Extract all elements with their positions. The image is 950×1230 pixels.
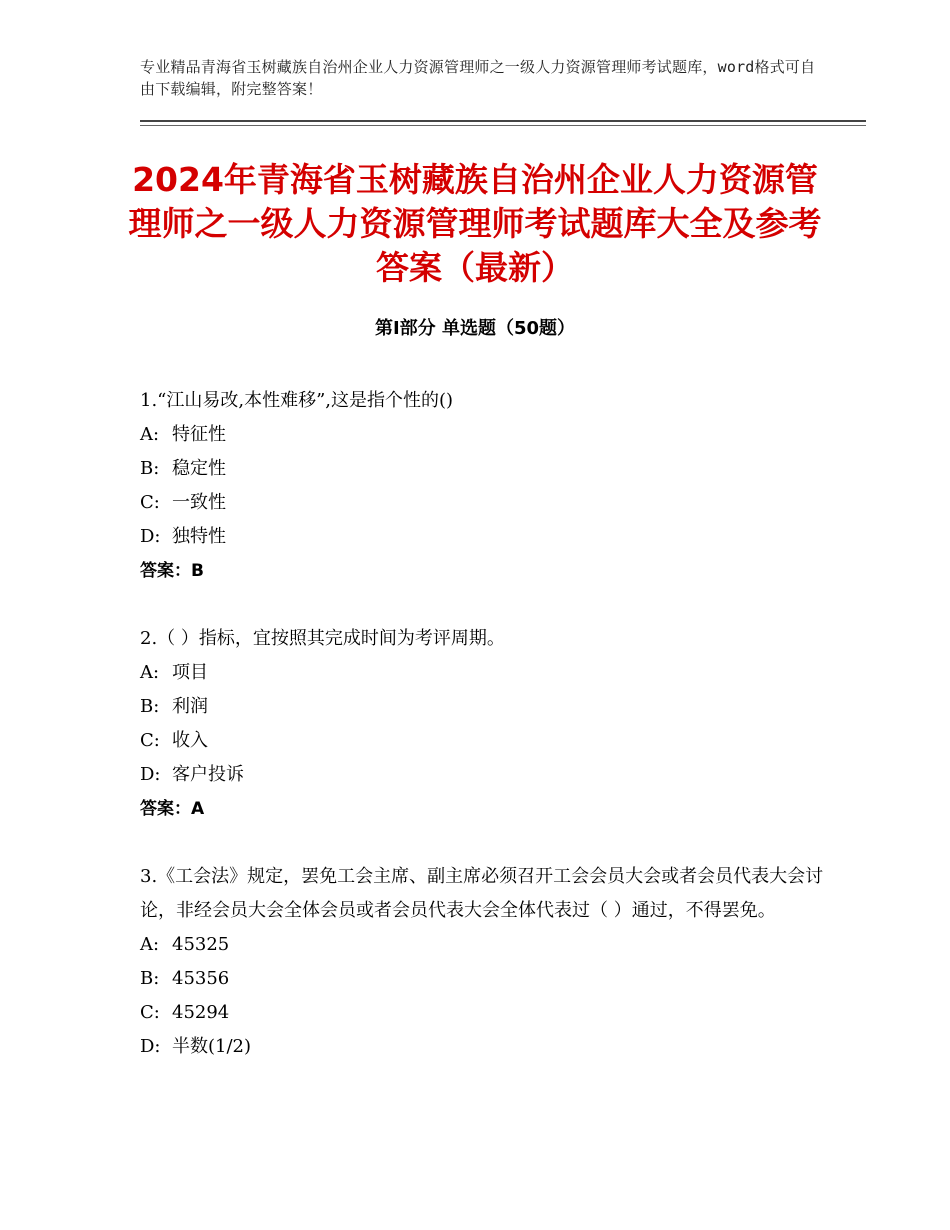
- option-d: [140, 520, 830, 554]
- option-letter: D:: [140, 526, 161, 547]
- option-letter: A:: [140, 934, 160, 955]
- option-b: [140, 452, 830, 486]
- option-letter: D:: [140, 1036, 161, 1057]
- option-d: [140, 1030, 830, 1064]
- question-stem: 2.（ ）指标，宜按照其完成时间为考评周期。: [140, 628, 505, 649]
- question-stem: 1.“江山易改,本性难移”,这是指个性的(): [140, 390, 454, 411]
- option-text: 45356: [172, 968, 230, 989]
- option-letter: B:: [140, 696, 160, 717]
- option-letter: C:: [140, 1002, 160, 1023]
- option-letter: A:: [140, 662, 160, 683]
- question-stem: 3.《工会法》规定，罢免工会主席、副主席必须召开工会会员大会或者会员代表大会讨论，非经会员大会全体会员或者会员代表大会全体代表过（ ）通过，不得罢免。: [140, 866, 824, 921]
- option-text: 客户投诉: [172, 764, 244, 785]
- header-note: 专业精品青海省玉树藏族自治州企业人力资源管理师之一级人力资源管理师考试题库，word格式可自由下载编辑，附完整答案！: [140, 58, 816, 98]
- option-b: [140, 962, 830, 996]
- answer-label: 答案：B: [140, 561, 204, 581]
- option-text: 利润: [172, 696, 208, 717]
- document-title: 2024年青海省玉树藏族自治州企业人力资源管理师之一级人力资源管理师考试题库大全及参考答案（最新）: [128, 160, 822, 287]
- header-divider: [140, 120, 866, 122]
- option-c: [140, 724, 830, 758]
- option-letter: C:: [140, 492, 160, 513]
- option-letter: D:: [140, 764, 161, 785]
- answer-label: 答案：A: [140, 799, 205, 819]
- option-letter: B:: [140, 458, 160, 479]
- section-title: 第Ⅰ部分 单选题（50题）: [374, 318, 575, 339]
- option-text: 特征性: [172, 424, 226, 445]
- option-text: 45325: [172, 934, 230, 955]
- option-c: [140, 486, 830, 520]
- question-3: [140, 860, 830, 1064]
- question-list: [140, 384, 830, 1098]
- option-a: [140, 418, 830, 452]
- option-letter: C:: [140, 730, 160, 751]
- option-letter: B:: [140, 968, 160, 989]
- option-text: 收入: [172, 730, 208, 751]
- option-b: [140, 690, 830, 724]
- question-2: [140, 622, 830, 826]
- question-1: [140, 384, 830, 588]
- option-text: 一致性: [172, 492, 226, 513]
- option-d: [140, 758, 830, 792]
- option-a: [140, 928, 830, 962]
- option-text: 稳定性: [172, 458, 226, 479]
- option-a: [140, 656, 830, 690]
- header-divider-thin: [140, 125, 866, 126]
- option-text: 半数(1/2): [172, 1036, 252, 1057]
- option-text: 独特性: [172, 526, 226, 547]
- option-text: 45294: [172, 1002, 230, 1023]
- option-text: 项目: [172, 662, 208, 683]
- option-letter: A:: [140, 424, 160, 445]
- option-c: [140, 996, 830, 1030]
